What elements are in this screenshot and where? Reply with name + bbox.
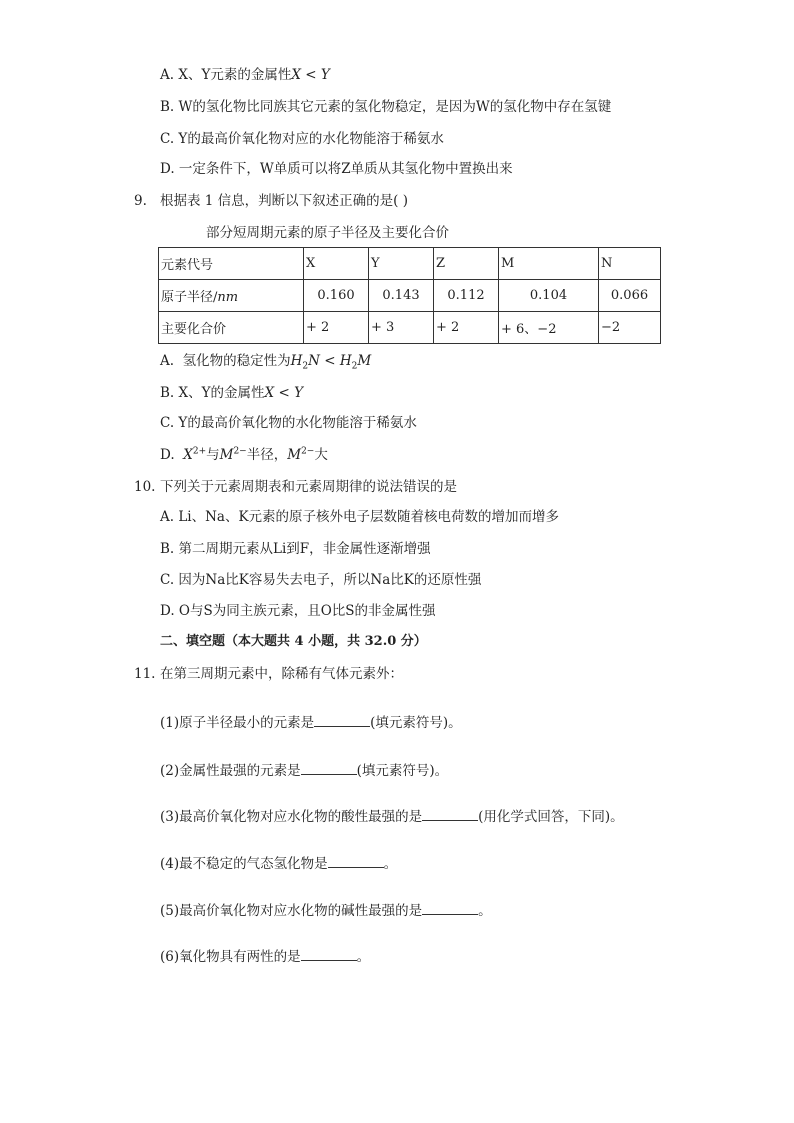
q10-option-b: B. 第二周期元素从Li到F，非金属性逐渐增强 xyxy=(160,541,431,557)
item-text: (填元素符号)。 xyxy=(370,715,462,731)
table-row xyxy=(159,280,661,312)
q10-option-d: D. O与S为同主族元素，且O比S的非金属性强 xyxy=(160,603,436,619)
q8-option-b: B. W的氢化物比同族其它元素的氢化物稳定，是因为W的氢化物中存在氢键 xyxy=(160,99,612,115)
q11-item-3 xyxy=(160,806,624,826)
table-cell: 元素代号 xyxy=(159,248,304,280)
table-cell: X xyxy=(304,248,369,280)
table-cell: + 2 xyxy=(434,312,499,344)
item-text: (1)原子半径最小的元素是 xyxy=(160,715,315,731)
q9-stem: 根据表 1 信息，判断以下叙述正确的是( ) xyxy=(160,193,408,209)
table-cell: + 2 xyxy=(304,312,369,344)
q11-item-2 xyxy=(160,760,448,780)
item-text: (5)最高价氧化物对应水化物的碱性最强的是 xyxy=(160,903,423,919)
q11-item-5 xyxy=(160,900,492,920)
item-text: 。 xyxy=(478,903,492,919)
q8-option-d: D. 一定条件下，W单质可以将Z单质从其氢化物中置换出来 xyxy=(160,161,513,177)
table-cell: 0.143 xyxy=(369,280,434,312)
q10-stem: 下列关于元素周期表和元素周期律的说法错误的是 xyxy=(160,479,457,495)
table-cell: Y xyxy=(369,248,434,280)
answer-blank[interactable] xyxy=(422,900,478,915)
item-text: (3)最高价氧化物对应水化物的酸性最强的是 xyxy=(160,809,423,825)
item-text: 。 xyxy=(383,856,398,872)
q8-option-c: C. Y的最高价氧化物对应的水化物能溶于稀氨水 xyxy=(160,131,444,147)
item-text: (用化学式回答，下同)。 xyxy=(478,809,624,825)
element-table xyxy=(158,247,661,344)
q11-stem: 在第三周期元素中，除稀有气体元素外： xyxy=(160,666,403,682)
item-text: (4)最不稳定的气态氢化物是 xyxy=(160,856,328,872)
table-cell: Z xyxy=(434,248,499,280)
q9-number: 9. xyxy=(134,193,147,209)
item-text: (填元素符号)。 xyxy=(356,763,449,779)
q11-number: 11. xyxy=(134,666,156,682)
table-cell: + 6、−2 xyxy=(499,312,599,344)
answer-blank[interactable] xyxy=(328,853,384,868)
q10-option-c: C. 因为Na比K容易失去电子，所以Na比K的还原性强 xyxy=(160,572,482,588)
q10-number: 10. xyxy=(134,479,156,495)
table-cell: 主要化合价 xyxy=(159,312,304,344)
item-text: (2)金属性最强的元素是 xyxy=(160,763,301,779)
q8-option-a: A. X、Y元素的金属性X < Y xyxy=(160,67,330,83)
table-cell: 原子半径/nm xyxy=(159,280,304,312)
table-cell: −2 xyxy=(599,312,661,344)
q10-option-a: A. Li、Na、K元素的原子核外电子层数随着核电荷数的增加而增多 xyxy=(160,509,560,525)
answer-blank[interactable] xyxy=(314,712,370,727)
answer-blank[interactable] xyxy=(301,760,357,775)
q9-option-b: B. X、Y的金属性X < Y xyxy=(160,385,303,401)
table-cell: 0.112 xyxy=(434,280,499,312)
q9-option-a: A. 氢化物的稳定性为$H_2N < H_2M$ xyxy=(160,353,372,372)
table-cell: 0.160 xyxy=(304,280,369,312)
q11-item-1 xyxy=(160,712,462,732)
item-text: (6)氧化物具有两性的是 xyxy=(160,949,301,965)
answer-blank[interactable] xyxy=(301,946,357,961)
q11-item-4 xyxy=(160,853,397,873)
answer-blank[interactable] xyxy=(422,806,478,821)
table-row xyxy=(159,248,661,280)
table-cell: 0.066 xyxy=(599,280,661,312)
table-cell: 0.104 xyxy=(499,280,599,312)
q11-item-6 xyxy=(160,946,370,966)
item-text: 。 xyxy=(356,949,371,965)
section-title: 二、填空题（本大题共 4 小题，共 32.0 分） xyxy=(160,634,427,649)
table-cell: + 3 xyxy=(369,312,434,344)
q9-table-caption: 部分短周期元素的原子半径及主要化合价 xyxy=(206,225,449,241)
q9-option-d: D. $X^{2+}$与$M^{2-}$半径，$M^{2-}$大 xyxy=(160,446,328,463)
q9-option-c: C. Y的最高价氧化物的水化物能溶于稀氨水 xyxy=(160,415,417,431)
table-row xyxy=(159,312,661,344)
table-cell: M xyxy=(499,248,599,280)
table-cell: N xyxy=(599,248,661,280)
